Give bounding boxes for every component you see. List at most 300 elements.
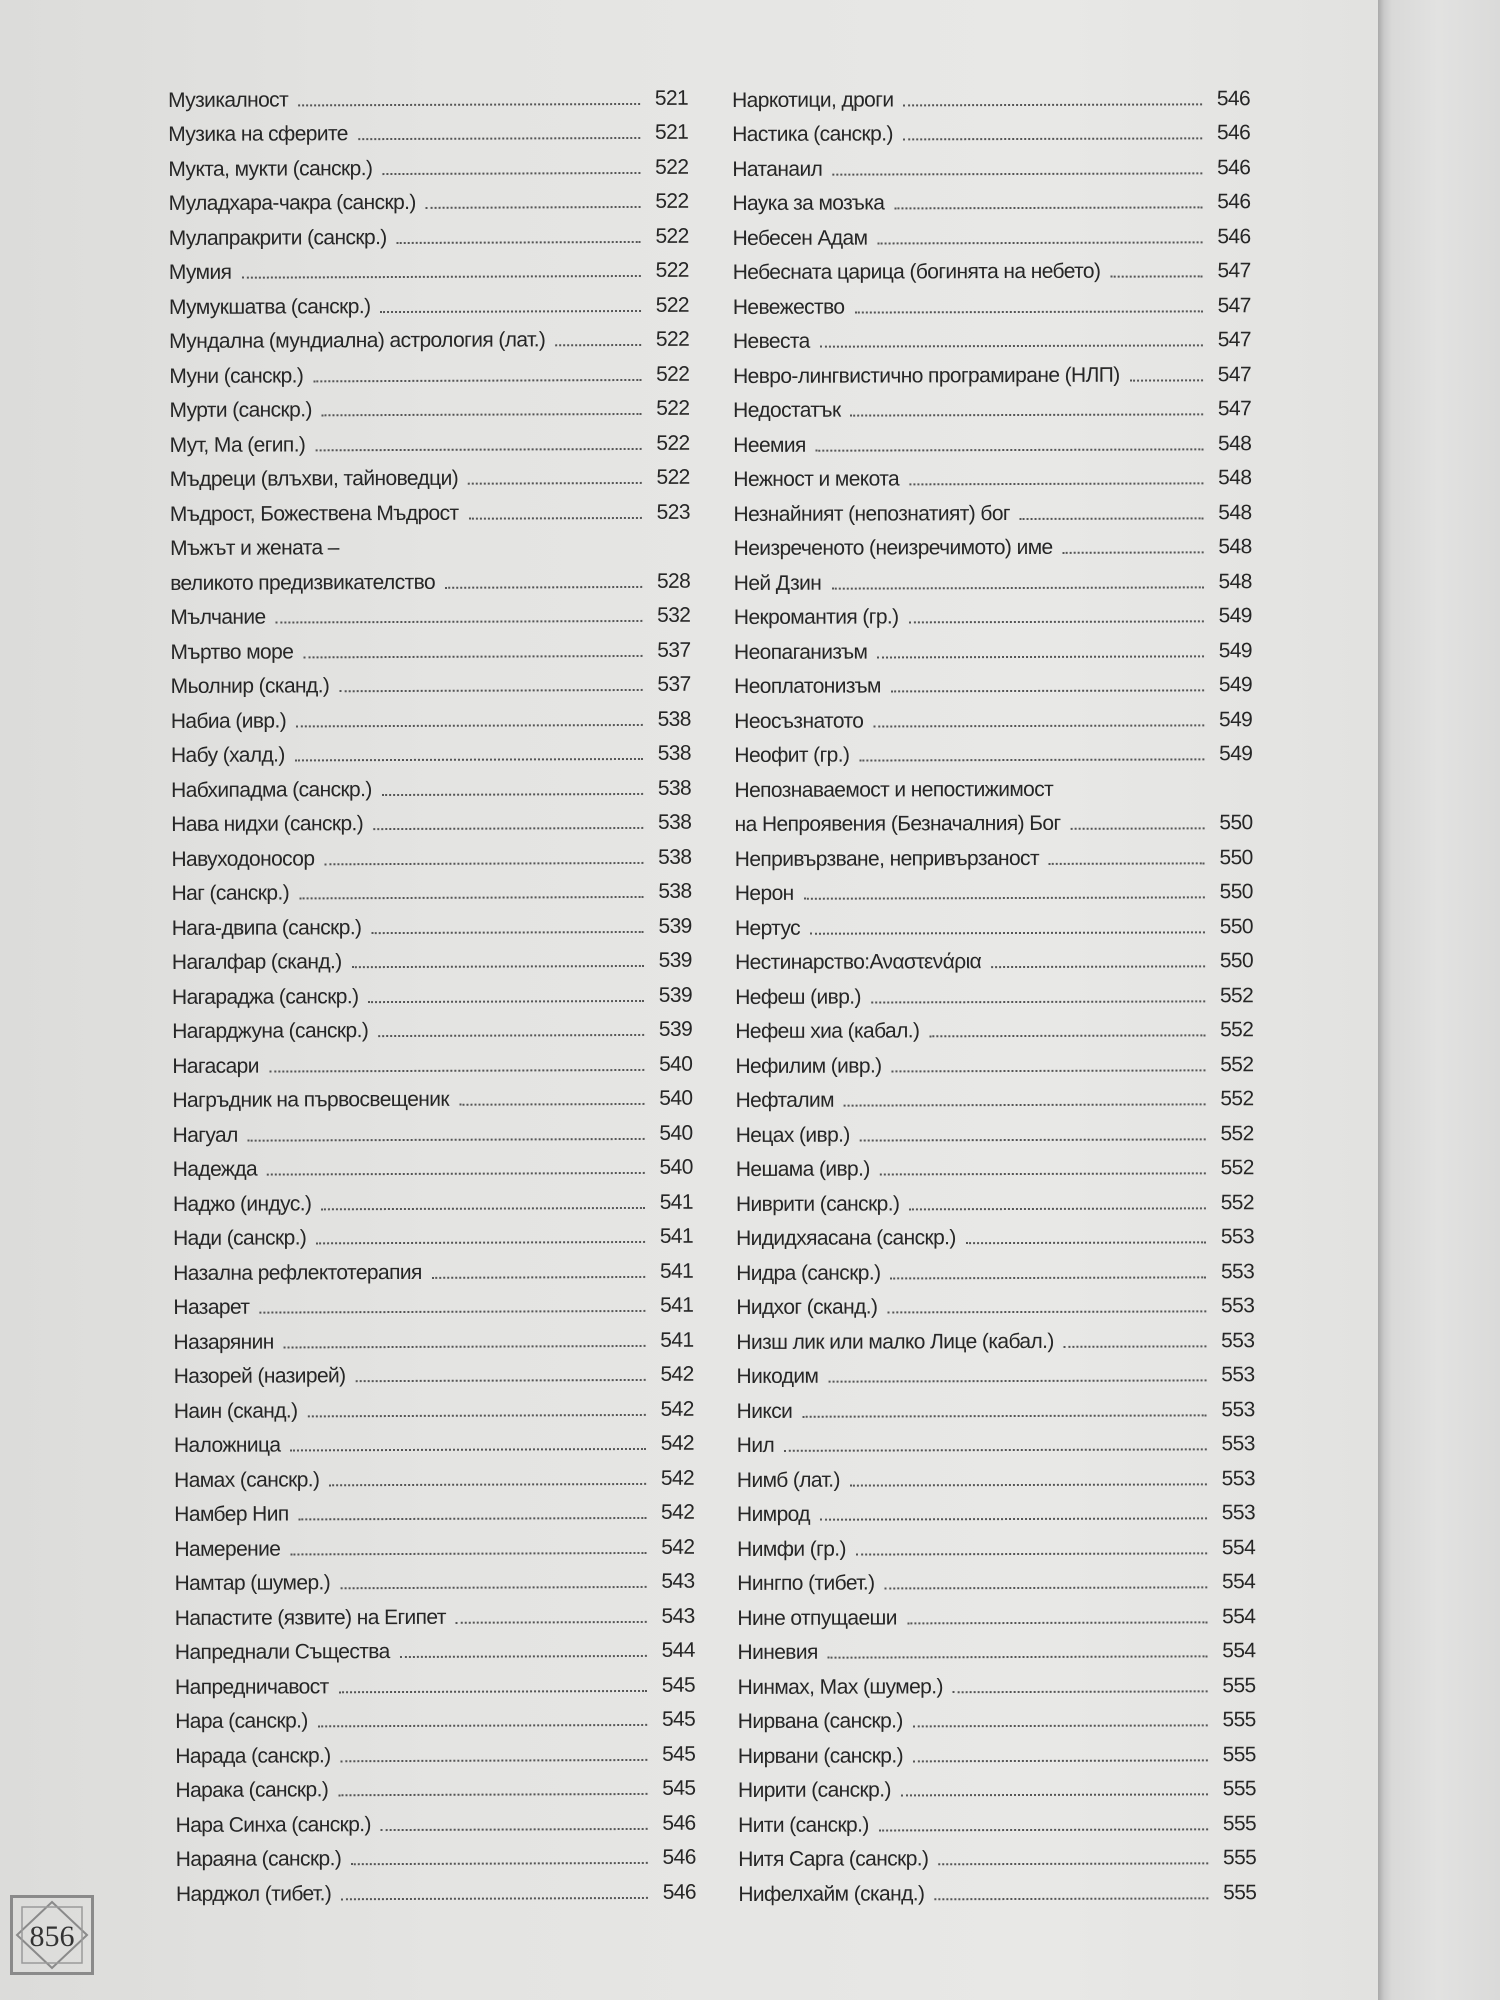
index-term: Нецах (ивр.) <box>735 1123 850 1147</box>
index-entry <box>735 1042 1253 1078</box>
dot-leader <box>432 1275 645 1278</box>
index-page-number: 543 <box>661 1604 695 1628</box>
index-page-number: 546 <box>662 1880 696 1904</box>
index-page-number: 552 <box>1219 983 1254 1007</box>
index-term: Мундална (мундиална) астрология (лат.) <box>169 328 546 353</box>
index-entry <box>736 1249 1254 1285</box>
index-page-number: 523 <box>656 500 690 524</box>
index-entry <box>737 1456 1255 1492</box>
index-term: Нертус <box>734 916 801 940</box>
index-page-number: 537 <box>657 638 691 662</box>
index-term: Нидра (санскр.) <box>736 1260 881 1285</box>
dot-leader <box>296 723 643 727</box>
index-term: Нефилим (ивр.) <box>735 1053 882 1078</box>
index-entry <box>174 1352 694 1389</box>
dot-leader <box>844 1103 1206 1106</box>
dot-leader <box>966 1241 1206 1244</box>
index-page-number: 555 <box>1222 1673 1256 1697</box>
index-entry <box>733 456 1251 492</box>
index-page-number: 554 <box>1222 1604 1256 1628</box>
index-term: Наг (санскр.) <box>171 881 290 905</box>
dot-leader <box>339 689 642 692</box>
index-entry <box>170 455 690 492</box>
index-entry <box>735 870 1253 906</box>
index-term: Нагараджа (санскр.) <box>171 984 359 1009</box>
index-page-number: 542 <box>660 1362 694 1386</box>
dot-leader <box>295 758 643 762</box>
dot-leader <box>284 1344 646 1348</box>
index-entry <box>737 1387 1255 1423</box>
dot-leader <box>831 586 1204 589</box>
index-entry <box>735 973 1253 1009</box>
index-entry <box>173 1249 693 1286</box>
index-term: Набхипадма (санскр.) <box>171 777 372 802</box>
index-term: Неизреченото (неизречимото) име <box>733 535 1053 560</box>
index-term: Нагуал <box>172 1123 238 1147</box>
dot-leader <box>445 585 642 588</box>
index-entry <box>735 801 1253 837</box>
index-page-number: 547 <box>1217 293 1251 317</box>
index-page-number: 542 <box>660 1397 694 1421</box>
dot-leader <box>820 344 1203 347</box>
index-term: Нагръдник на първосвещеник <box>172 1087 450 1112</box>
index-page-number: 522 <box>656 396 690 420</box>
index-entry <box>174 1559 694 1596</box>
index-entry <box>170 524 690 561</box>
dot-leader <box>850 1483 1207 1486</box>
dot-leader <box>832 172 1202 175</box>
dot-leader <box>828 1379 1206 1382</box>
dot-leader <box>248 1137 645 1141</box>
index-entry <box>734 559 1252 595</box>
index-entry <box>173 1145 693 1182</box>
index-page-number: 555 <box>1222 1742 1256 1766</box>
index-page-number: 538 <box>657 707 691 731</box>
index-term: Намбер Нип <box>174 1502 289 1526</box>
dot-leader <box>426 206 641 209</box>
index-page-number: 554 <box>1221 1570 1256 1594</box>
dot-leader <box>991 965 1205 968</box>
dot-leader <box>1063 551 1204 553</box>
index-page-number: 532 <box>657 603 691 627</box>
dot-leader <box>859 758 1204 761</box>
index-entry <box>734 732 1252 768</box>
dot-leader <box>341 1896 648 1899</box>
index-entry <box>174 1490 694 1527</box>
index-page-number: 539 <box>658 914 692 938</box>
index-entry <box>174 1456 694 1493</box>
index-term: Нарада (санскр.) <box>175 1743 331 1768</box>
index-page-number: 553 <box>1220 1259 1255 1283</box>
dot-leader <box>316 1241 645 1244</box>
dot-leader <box>340 1586 646 1589</box>
index-term: Нара Синха (санскр.) <box>175 1812 371 1837</box>
page-number-box <box>10 1895 94 1975</box>
index-entry <box>736 1146 1254 1182</box>
dot-leader <box>358 137 640 140</box>
index-entry <box>738 1801 1256 1837</box>
index-entry <box>733 421 1251 457</box>
index-term: Наин (сканд.) <box>173 1398 298 1423</box>
index-term: Нефеш хиа (кабал.) <box>735 1019 920 1043</box>
index-column-left <box>168 76 696 1907</box>
index-entry <box>170 421 690 458</box>
index-page-number: 553 <box>1221 1328 1255 1352</box>
index-entry <box>734 628 1252 664</box>
index-page-number: 539 <box>658 948 692 972</box>
index-page-number: 552 <box>1220 1121 1254 1145</box>
dot-leader <box>885 1586 1208 1589</box>
index-page-number: 553 <box>1221 1432 1255 1456</box>
dot-leader <box>860 1138 1206 1141</box>
index-term: Невеста <box>732 329 810 353</box>
index-entry <box>172 1042 692 1079</box>
index-entry <box>172 938 692 975</box>
index-entry <box>168 179 688 216</box>
index-page-number: 542 <box>660 1500 695 1524</box>
index-term: Натанаил <box>732 157 823 181</box>
index-term: Ниневия <box>737 1640 818 1664</box>
index-entry <box>174 1525 694 1562</box>
index-page-number: 542 <box>660 1431 695 1455</box>
dot-leader <box>276 620 643 624</box>
index-page-number: 541 <box>660 1328 694 1352</box>
index-entry <box>733 387 1251 423</box>
dot-leader <box>313 378 641 381</box>
index-term: Мъдреци (влъхви, тайноведци) <box>169 466 459 491</box>
index-page-number: 548 <box>1218 500 1252 524</box>
dot-leader <box>382 792 643 795</box>
dot-leader <box>873 724 1204 727</box>
dot-leader <box>373 827 643 830</box>
index-term: Напастите (язвите) на Египет <box>174 1605 446 1630</box>
index-term: Наджо (индус.) <box>172 1191 312 1216</box>
dot-leader <box>901 1793 1208 1796</box>
index-term: Наука за мозъка <box>732 191 885 215</box>
dot-leader <box>907 1621 1207 1624</box>
index-entry <box>736 1215 1254 1251</box>
dot-leader <box>816 448 1204 451</box>
dot-leader <box>820 1517 1207 1520</box>
dot-leader <box>854 310 1202 313</box>
index-page-number: 549 <box>1218 707 1253 731</box>
index-entry <box>732 76 1250 112</box>
index-entry <box>175 1766 695 1803</box>
dot-leader <box>913 1759 1208 1762</box>
index-term: Небесен Адам <box>732 226 868 250</box>
index-entry <box>170 490 690 527</box>
dot-leader <box>459 1103 644 1106</box>
index-page-number: 521 <box>654 86 689 110</box>
index-term: Нешама (ивр.) <box>735 1157 870 1181</box>
dot-leader <box>880 1172 1206 1175</box>
index-term: Нирити (санскр.) <box>737 1778 891 1802</box>
index-term: Наркотици, дроги <box>732 87 894 112</box>
index-page-number: 549 <box>1218 604 1252 628</box>
index-page-number: 549 <box>1219 742 1253 766</box>
index-term: Мурти (санскр.) <box>169 398 312 422</box>
index-term: Мулапракрити (санскр.) <box>168 225 387 250</box>
dot-leader <box>877 241 1202 244</box>
index-entry <box>171 869 691 906</box>
index-term: Неосъзнатото <box>734 709 864 733</box>
dot-leader <box>468 482 642 485</box>
dot-leader <box>382 171 640 174</box>
index-entry <box>173 1111 693 1148</box>
index-page-number: 546 <box>1217 155 1251 179</box>
index-term: Неоплатонизъм <box>734 674 881 698</box>
index-entry <box>170 593 690 630</box>
index-page-number: 521 <box>654 120 689 144</box>
dot-leader <box>1110 275 1202 277</box>
index-page-number: 553 <box>1220 1294 1255 1318</box>
dot-leader <box>318 1724 647 1727</box>
index-term: Никси <box>736 1399 793 1423</box>
index-page-number: 552 <box>1220 1052 1254 1076</box>
book-page-edge <box>1378 0 1500 2000</box>
dot-leader <box>887 1310 1206 1313</box>
index-page-number: 555 <box>1222 1811 1257 1835</box>
index-entry <box>733 352 1251 388</box>
index-term: Мумия <box>168 260 232 284</box>
index-entry <box>737 1491 1255 1527</box>
index-entry <box>737 1422 1255 1458</box>
index-term: Нараяна (санскр.) <box>175 1847 342 1871</box>
index-term: Навуходоносор <box>171 846 315 871</box>
dot-leader <box>397 240 641 243</box>
index-term: Непривързване, непривързаност <box>734 846 1039 871</box>
index-term: Мукта, мукти (санскр.) <box>168 156 373 181</box>
index-entry <box>732 180 1250 216</box>
dot-leader <box>352 965 644 968</box>
index-entry <box>736 1180 1254 1216</box>
index-term: Мълчание <box>170 605 266 629</box>
index-entry <box>170 628 690 665</box>
dot-leader <box>1071 827 1205 829</box>
index-entry <box>169 214 689 251</box>
index-term: Настика (санскр.) <box>732 122 893 146</box>
index-term: Напреднали Същества <box>174 1640 390 1664</box>
index-entry <box>168 76 688 113</box>
index-page-number: 547 <box>1217 362 1252 386</box>
dot-leader <box>356 1379 646 1382</box>
index-page-number: 540 <box>659 1121 693 1145</box>
index-entry <box>170 559 690 596</box>
index-page-number: 549 <box>1218 638 1253 662</box>
dot-leader <box>381 1827 648 1830</box>
dot-leader <box>1020 517 1204 520</box>
index-page-number: 522 <box>655 258 689 282</box>
index-term: Нади (санскр.) <box>173 1226 307 1250</box>
index-term: Непознаваемост и непостижимост <box>734 777 1054 802</box>
index-page-number: 554 <box>1222 1639 1256 1663</box>
dot-leader <box>308 1413 646 1416</box>
dot-leader <box>378 1034 644 1037</box>
index-entry <box>169 386 689 423</box>
index-entry <box>175 1594 695 1631</box>
index-entry <box>738 1732 1256 1768</box>
index-page-number: 553 <box>1221 1466 1255 1490</box>
index-entry <box>171 835 691 872</box>
index-page-number: 540 <box>659 1155 693 1179</box>
index-page-number: 541 <box>659 1224 694 1248</box>
index-page-number: 539 <box>658 983 693 1007</box>
dot-leader <box>909 620 1204 623</box>
dot-leader <box>299 1517 647 1521</box>
index-page-number: 547 <box>1217 397 1252 421</box>
index-page-number: 548 <box>1217 431 1252 455</box>
index-entry <box>735 904 1253 940</box>
index-page-number: 528 <box>656 569 691 593</box>
index-page-number: 555 <box>1222 1708 1256 1732</box>
dot-leader <box>259 1310 645 1314</box>
index-page-number: 539 <box>658 1017 693 1041</box>
index-entry <box>732 214 1250 250</box>
index-page-number: 522 <box>655 224 689 248</box>
index-term: Незнайният (непознатият) бог <box>733 501 1010 526</box>
index-column-right <box>732 76 1256 1906</box>
index-term: Нидхог (сканд.) <box>736 1295 878 1319</box>
index-term: Мьолнир (сканд.) <box>170 674 330 698</box>
index-page-number: 545 <box>661 1673 696 1697</box>
index-entry <box>172 1076 692 1113</box>
index-page-number: 522 <box>656 431 690 455</box>
index-entry <box>736 1284 1254 1320</box>
index-term: Надежда <box>172 1157 258 1181</box>
index-page-number: 541 <box>659 1259 694 1283</box>
index-term: Нагасари <box>172 1054 259 1078</box>
index-term: Нестинарство:Αναστενάρια <box>735 950 982 974</box>
index-term: Намерение <box>174 1537 281 1561</box>
index-page-number: 555 <box>1223 1880 1257 1904</box>
index-entry <box>734 766 1252 802</box>
dot-leader <box>892 1069 1206 1072</box>
index-entry <box>735 1008 1253 1044</box>
index-entry <box>174 1387 694 1424</box>
dot-leader <box>934 1897 1208 1900</box>
dot-leader <box>290 1448 646 1452</box>
index-entry <box>169 317 689 354</box>
dot-leader <box>890 1276 1206 1279</box>
index-entry <box>737 1594 1255 1630</box>
index-entry <box>733 490 1251 526</box>
index-term: Нимб (лат.) <box>736 1468 840 1492</box>
index-page-number: 555 <box>1222 1777 1257 1801</box>
index-term: Нимрод <box>736 1502 810 1526</box>
index-page-number: 553 <box>1221 1397 1255 1421</box>
index-page-number: 545 <box>661 1707 696 1731</box>
index-term: Неопаганизъм <box>733 640 868 664</box>
index-page-number: 548 <box>1218 466 1252 490</box>
dot-leader <box>851 413 1204 416</box>
dot-leader <box>324 861 643 864</box>
dot-leader <box>267 1172 645 1176</box>
dot-leader <box>299 896 643 900</box>
index-term: Мут, Ма (егип.) <box>169 432 306 457</box>
index-page-number: 538 <box>657 741 692 765</box>
index-entry <box>176 1801 696 1838</box>
index-term: Нефеш (ивр.) <box>735 985 861 1009</box>
index-page-number: 522 <box>655 293 690 317</box>
dot-leader <box>456 1620 647 1623</box>
index-entry <box>168 110 688 147</box>
index-entry <box>173 1283 693 1320</box>
index-term: Нирвана (санскр.) <box>737 1709 903 1733</box>
index-entry <box>169 283 689 320</box>
dot-leader <box>349 553 642 554</box>
index-term: Нимфи (гр.) <box>737 1537 846 1561</box>
dot-leader <box>891 689 1204 692</box>
index-term: Назарет <box>173 1295 250 1319</box>
index-term: великото предизвикателство <box>170 570 436 595</box>
dot-leader <box>877 655 1204 658</box>
index-entry <box>175 1732 695 1769</box>
dot-leader <box>351 1862 648 1865</box>
dot-leader <box>1064 1345 1207 1347</box>
index-term: Нава нидхи (санскр.) <box>171 812 364 836</box>
index-entry <box>733 283 1251 319</box>
index-page-number: 548 <box>1218 569 1252 593</box>
index-entry <box>171 800 691 837</box>
dot-leader <box>903 137 1202 140</box>
index-page-number: 543 <box>661 1569 695 1593</box>
dot-leader <box>903 103 1202 106</box>
index-page-number: 547 <box>1217 328 1251 352</box>
index-entry <box>173 1318 693 1355</box>
index-entry <box>735 835 1253 871</box>
dot-leader <box>339 1689 647 1692</box>
index-entry <box>732 145 1250 181</box>
index-page-number: 537 <box>657 672 691 696</box>
index-term: Муладхара-чакра (санскр.) <box>168 190 416 215</box>
index-page-number: 548 <box>1218 535 1252 559</box>
index-entry <box>734 697 1252 733</box>
index-term: Мумукшатва (санскр.) <box>168 294 371 319</box>
index-page-number: 541 <box>659 1190 693 1214</box>
index-term: Нити (санскр.) <box>738 1813 869 1837</box>
index-term: Нефталим <box>735 1088 834 1112</box>
index-page-number: 550 <box>1219 845 1253 869</box>
index-term: Муни (санскр.) <box>169 363 304 388</box>
index-term: на Непроявения (Безначалния) Бог <box>734 811 1061 836</box>
dot-leader <box>269 1068 644 1072</box>
index-term: Нингпо (тибет.) <box>737 1571 875 1595</box>
dot-leader <box>828 1655 1208 1658</box>
index-page-number: 553 <box>1221 1363 1255 1387</box>
index-term: Нирвани (санскр.) <box>737 1743 904 1768</box>
index-entry <box>734 525 1252 561</box>
index-term: Нарака (санскр.) <box>175 1778 329 1802</box>
index-page-number: 553 <box>1220 1225 1255 1249</box>
index-term: Нерон <box>734 881 794 905</box>
dot-leader <box>871 1000 1205 1003</box>
dot-leader <box>241 275 640 279</box>
dot-leader <box>329 1482 646 1485</box>
index-page-number: 546 <box>662 1811 696 1835</box>
dot-leader <box>290 1551 646 1555</box>
index-page-number: 552 <box>1220 1156 1254 1180</box>
index-entry <box>735 1077 1253 1113</box>
index-entry <box>738 1836 1256 1872</box>
index-entry <box>176 1870 696 1907</box>
index-page-number: 538 <box>658 845 692 869</box>
index-term: Назарянин <box>173 1330 274 1354</box>
index-page-number: 538 <box>658 879 692 903</box>
index-term: Неемия <box>733 433 806 457</box>
index-page-number: 549 <box>1218 673 1253 697</box>
index-page-number: 546 <box>1216 86 1251 110</box>
dot-leader <box>338 1793 647 1796</box>
